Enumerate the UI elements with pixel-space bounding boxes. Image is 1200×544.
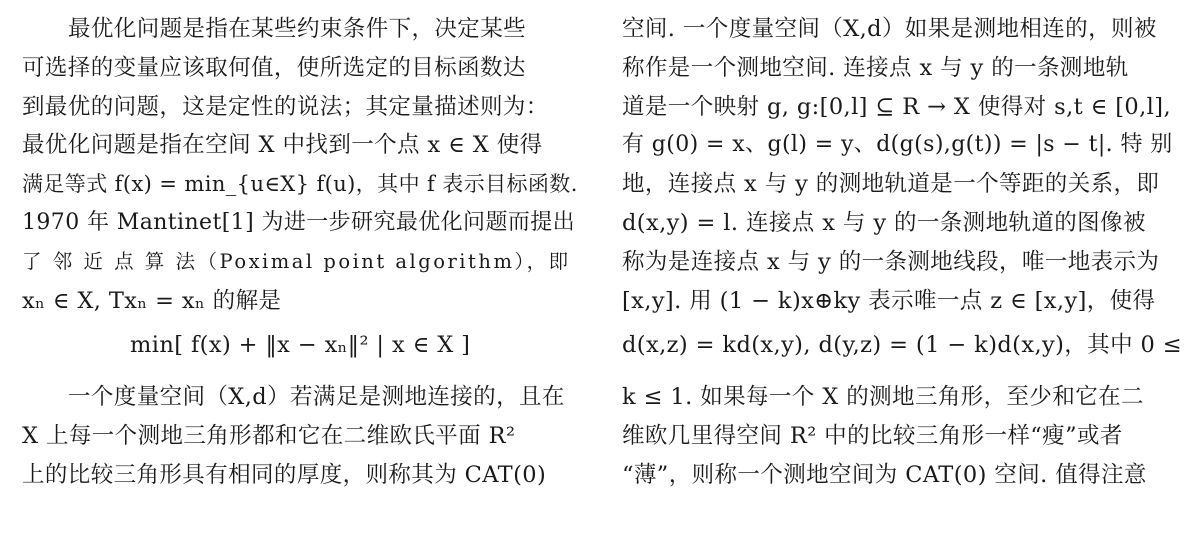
paragraph-line: 1970 年 Mantinet[1] 为进一步研究最优化问题而提出	[22, 210, 576, 235]
paragraph-line: xₙ ∈ X, Txₙ = xₙ 的解是	[22, 288, 282, 314]
paragraph-line: 一个度量空间（X,d）若满足是测地连接的，且在	[68, 384, 565, 410]
paragraph-line: 空间. 一个度量空间（X,d）如果是测地相连的，则被	[622, 16, 1157, 42]
paragraph-line: 称为是连接点 x 与 y 的一条测地线段，唯一地表示为	[622, 249, 1160, 275]
paragraph-line: d(x,z) = kd(x,y), d(y,z) = (1 − k)d(x,y)，其中 0 ≤	[622, 332, 1183, 358]
paragraph-line: 最优化问题是指在空间 X 中找到一个点 x ∈ X 使得	[22, 132, 543, 158]
left-text-column	[22, 0, 580, 544]
equation-line: min[ f(x) + ‖x − xₙ‖² | x ∈ X ]	[130, 332, 471, 358]
paragraph-line: 上的比较三角形具有相同的厚度，则称其为 CAT(0)	[22, 462, 547, 488]
paragraph-line: 最优化问题是指在某些约束条件下，决定某些	[68, 16, 527, 42]
paragraph-line: k ≤ 1. 如果每一个 X 的测地三角形，至少和它在二	[622, 384, 1144, 410]
paragraph-line: “薄”，则称一个测地空间为 CAT(0) 空间. 值得注意	[622, 462, 1147, 488]
right-text-column	[622, 0, 1182, 544]
paragraph-line: 维欧几里得空间 R² 中的比较三角形一样“瘦”或者	[622, 423, 1123, 449]
paragraph-line: X 上每一个测地三角形都和它在二维欧氏平面 R²	[22, 423, 516, 449]
paragraph-line: 地，连接点 x 与 y 的测地轨道是一个等距的关系，即	[622, 171, 1160, 197]
paragraph-line: 有 g(0) = x、g(l) = y、d(g(s),g(t)) = |s − t|. 特 别	[622, 132, 1173, 157]
paragraph-line: 了 邻 近 点 算 法（Poximal point algorithm），即	[22, 250, 571, 273]
paragraph-line: d(x,y) = l. 连接点 x 与 y 的一条测地轨道的图像被	[622, 210, 1146, 236]
paragraph-line: 到最优的问题，这是定性的说法；其定量描述则为：	[22, 94, 549, 120]
paragraph-line: 可选择的变量应该取何值，使所选定的目标函数达	[22, 55, 526, 81]
paragraph-line: 称作是一个测地空间. 连接点 x 与 y 的一条测地轨	[622, 55, 1129, 81]
paragraph-line: 满足等式 f(x) = min_{u∈X} f(u)，其中 f 表示目标函数.	[22, 172, 578, 196]
paragraph-line: [x,y]. 用 (1 − k)x⊕ky 表示唯一点 z ∈ [x,y]，使得	[622, 288, 1156, 314]
paragraph-line: 道是一个映射 g, g:[0,l] ⊆ R → X 使得对 s,t ∈ [0,l],	[622, 94, 1172, 120]
